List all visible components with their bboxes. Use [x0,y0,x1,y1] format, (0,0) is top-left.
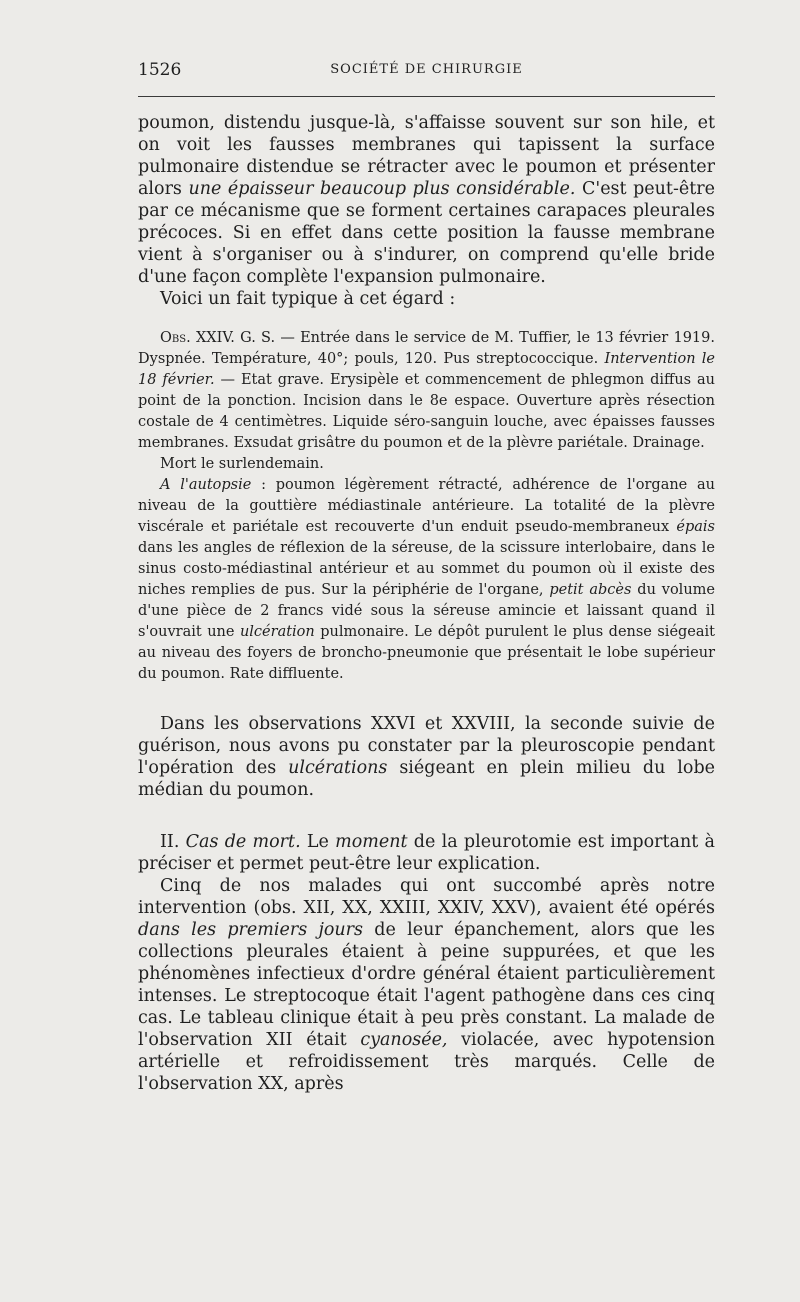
observation-xxiv: Obs. XXIV. G. S. — Entrée dans le service de M. Tuffier, le 13 février 1919. Dyspnée. Température, 40°; pouls, 120. Pus streptococcique. Intervention le 18 février. — Etat grave. Erysipèle et commencement de phlegmon diffus au point de la ponction. Incision dans le 8e espace. Ouverture après résection costale de 4 centimètres. Liquide séro-sanguin louche, avec épaisses fausses membranes. Exsudat grisâtre du poumon et de la plèvre pariétale. Drainage. [138,330,716,451]
header-rule [138,96,715,97]
paragraph-continuation: poumon, distendu jusque-là, s'affaisse souvent sur son hile, et on voit les fausses membranes qui tapissent la surface pulmonaire distendue se rétracter avec le poumon et présenter alors une épaisseur beaucoup plus considérable. C'est peut-être par ce mécanisme que se forment certaines carapaces pleurales précoces. Si en effet dans cette position la fausse membrane vient à s'organiser ou à s'indurer, on comprend qu'elle bride d'une façon complète l'expansion pulmonaire. [138,113,715,287]
running-title: SOCIÉTÉ DE CHIRURGIE [330,62,523,77]
page-body [138,112,715,1095]
paragraph-intro-observation: Voici un fait typique à cet égard : [160,289,456,309]
observation-label: Obs. XXIV. [160,330,235,346]
observation-autopsy: A l'autopsie : poumon légèrement rétracté, adhérence de l'organe au niveau de la gouttière médiastinale antérieure. La totalité de la plèvre viscérale et pariétale est recouverte d'un enduit pseudo-membraneux épais dans les angles de réflexion de la séreuse, de la scissure interlobaire, dans le sinus costo-médiastinal antérieur et au sommet du poumon où il existe des niches remplies de pus. Sur la périphérie de l'organe, petit abcès du volume d'une pièce de 2 francs vidé sous la séreuse amincie et laissant quand il s'ouvrait une ulcération pulmonaire. Le dépôt purulent le plus dense siégeait au niveau des foyers de broncho-pneumonie que présentait le lobe supérieur du poumon. Rate diffluente. [138,477,715,682]
paragraph-observations-xxvi-xxviii: Dans les observations XXVI et XXVIII, la seconde suivie de guérison, nous avons pu constater par la pleuroscopie pendant l'opération des ulcérations siégeant en plein milieu du lobe médian du poumon. [138,714,716,800]
observation-death: Mort le surlendemain. [160,456,324,472]
page-number: 1526 [138,60,182,80]
section-ii-cas-de-mort: II. Cas de mort. Le moment de la pleurotomie est important à préciser et permet peut-être leur explication. [138,832,715,874]
page-header [138,60,715,84]
paragraph-five-patients: Cinq de nos malades qui ont succombé après notre intervention (obs. XII, XX, XXIII, XXIV, XXV), avaient été opérés dans les premiers jours de leur épanchement, alors que les collections pleurales étaient à peine suppurées, et que les phénomènes infectieux d'ordre général étaient particulièrement intenses. Le streptocoque était l'agent pathogène dans ces cinq cas. Le tableau clinique était à peu près constant. La malade de l'observation XII était cyanosée, violacée, avec hypotension artérielle et refroidissement très marqués. Celle de l'observation XX, après [138,876,716,1094]
